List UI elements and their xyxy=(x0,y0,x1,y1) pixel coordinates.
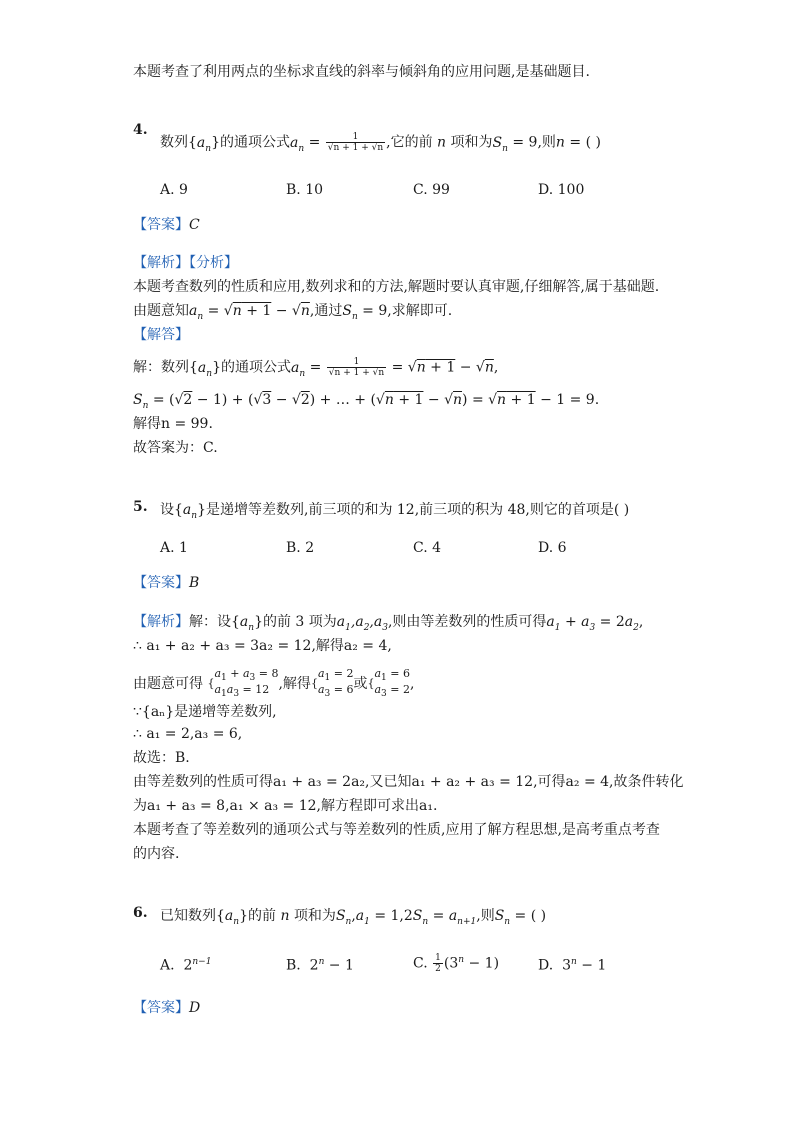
intro-line: 本题考查了利用两点的坐标求直线的斜率与倾斜角的应用问题,是基础题目. xyxy=(133,64,590,80)
q4-answer: 【答案】C xyxy=(133,217,200,233)
q6-number: 6. xyxy=(133,905,148,921)
q5-analysis-line10: 的内容. xyxy=(133,846,180,862)
q5-number: 5. xyxy=(133,499,148,515)
q4-analysis-line2: 由题意知$a_n = √n + 1 - √n$,通过$S_n = 9$,求解即可. xyxy=(133,303,453,322)
q5-answer: 【答案】B xyxy=(133,575,200,591)
q4-number: 4. xyxy=(133,122,148,138)
q4-solve-tag: 【解答】 xyxy=(133,327,189,343)
q5-option-c: C. 4 xyxy=(413,540,442,556)
q5-analysis-line7: 由等差数列的性质可得a₁ + a₃ = 2a₂,又已知a₁ + a₂ + a₃ = 12,可得a₂ = 4,故条件转化 xyxy=(133,774,684,790)
q5-analysis-line8: 为a₁ + a₃ = 8,a₁ × a₃ = 12,解方程即可求出a₁. xyxy=(133,798,438,814)
q4-solve-line4: 故答案为：C. xyxy=(133,440,218,456)
q5-analysis-line1: 【解析】解：设$\{a_n\}$的前 3 项为$a_1,a_2,a_3$,则由等差数列的性质可得$a_1 + a_3 = 2a_2$, xyxy=(133,614,644,633)
q6-option-b: B. $2^n - 1$ xyxy=(286,957,354,974)
q4-solve-line2: $S_n = (√2 - 1) + (√3 - √2)$ + … + (√n + 1 − √n) = √n + 1 − 1 = 9. xyxy=(133,392,600,411)
q5-analysis-line9: 本题考查了等差数列的通项公式与等差数列的性质,应用了解方程思想,是高考重点考查 xyxy=(133,822,660,838)
q4-analysis-line1: 本题考查数列的性质和应用,数列求和的方法,解题时要认真审题,仔细解答,属于基础题. xyxy=(133,279,660,295)
q6-option-a: A. $2^{n-1}$ xyxy=(160,957,212,974)
q5-analysis-line5: ∴ a₁ = 2,a₃ = 6, xyxy=(133,726,243,742)
q5-analysis-line6: 故选：B. xyxy=(133,750,190,766)
q4-solve-line3: 解得n = 99. xyxy=(133,416,213,432)
q4-option-a: A. 9 xyxy=(160,182,188,198)
q5-analysis-line3: 由题意可得 {$a_1 + a_3 = 8$ $a_1a_3 = 12$ ,解得{$a_1 = 2$ $a_3 = 6$或{$a_1 = 6$ $a_3 = 2$, xyxy=(133,667,415,700)
q5-analysis-line4: ∵{aₙ}是递增等差数列, xyxy=(133,704,277,720)
q4-solve-line1: 解：数列$\{a_n\}$的通项公式$a_n$ = $\frac{1}{√n + 1 + √n}$ = √n + 1 − √n, xyxy=(133,357,499,379)
q5-option-a: A. 1 xyxy=(160,540,188,556)
q5-analysis-line2: ∴ a₁ + a₂ + a₃ = 3a₂ = 12,解得a₂ = 4, xyxy=(133,638,392,654)
q6-option-d: D. $3^n - 1$ xyxy=(538,957,607,974)
q5-option-d: D. 6 xyxy=(538,540,567,556)
q6-stem: 已知数列$\{a_n\}$的前 n 项和为$S_n,a_1 = 1,2S_n = a_{n+1}$,则$S_n$ = ( ) xyxy=(160,908,547,927)
q4-option-c: C. 99 xyxy=(413,182,450,198)
q6-option-c: C. $\frac{1}{2}$ $(3^n - 1)$ xyxy=(413,953,500,975)
q6-answer: 【答案】D xyxy=(133,1000,201,1016)
q4-option-b: B. 10 xyxy=(286,182,324,198)
q5-stem: 设$\{a_n\}$是递增等差数列,前三项的和为 12,前三项的积为 48,则它的首项是( ) xyxy=(160,502,630,521)
q5-option-b: B. 2 xyxy=(286,540,315,556)
q4-stem: 数列$\{a_n\}$的通项公式$a_n$ = $\frac{1}{√n + 1 + √n}$ ,它的前 n 项和为$S_n = 9$,则n = ( ) xyxy=(160,132,601,154)
q4-analysis-tag: 【解析】【分析】 xyxy=(133,255,238,271)
q4-option-d: D. 100 xyxy=(538,182,585,198)
